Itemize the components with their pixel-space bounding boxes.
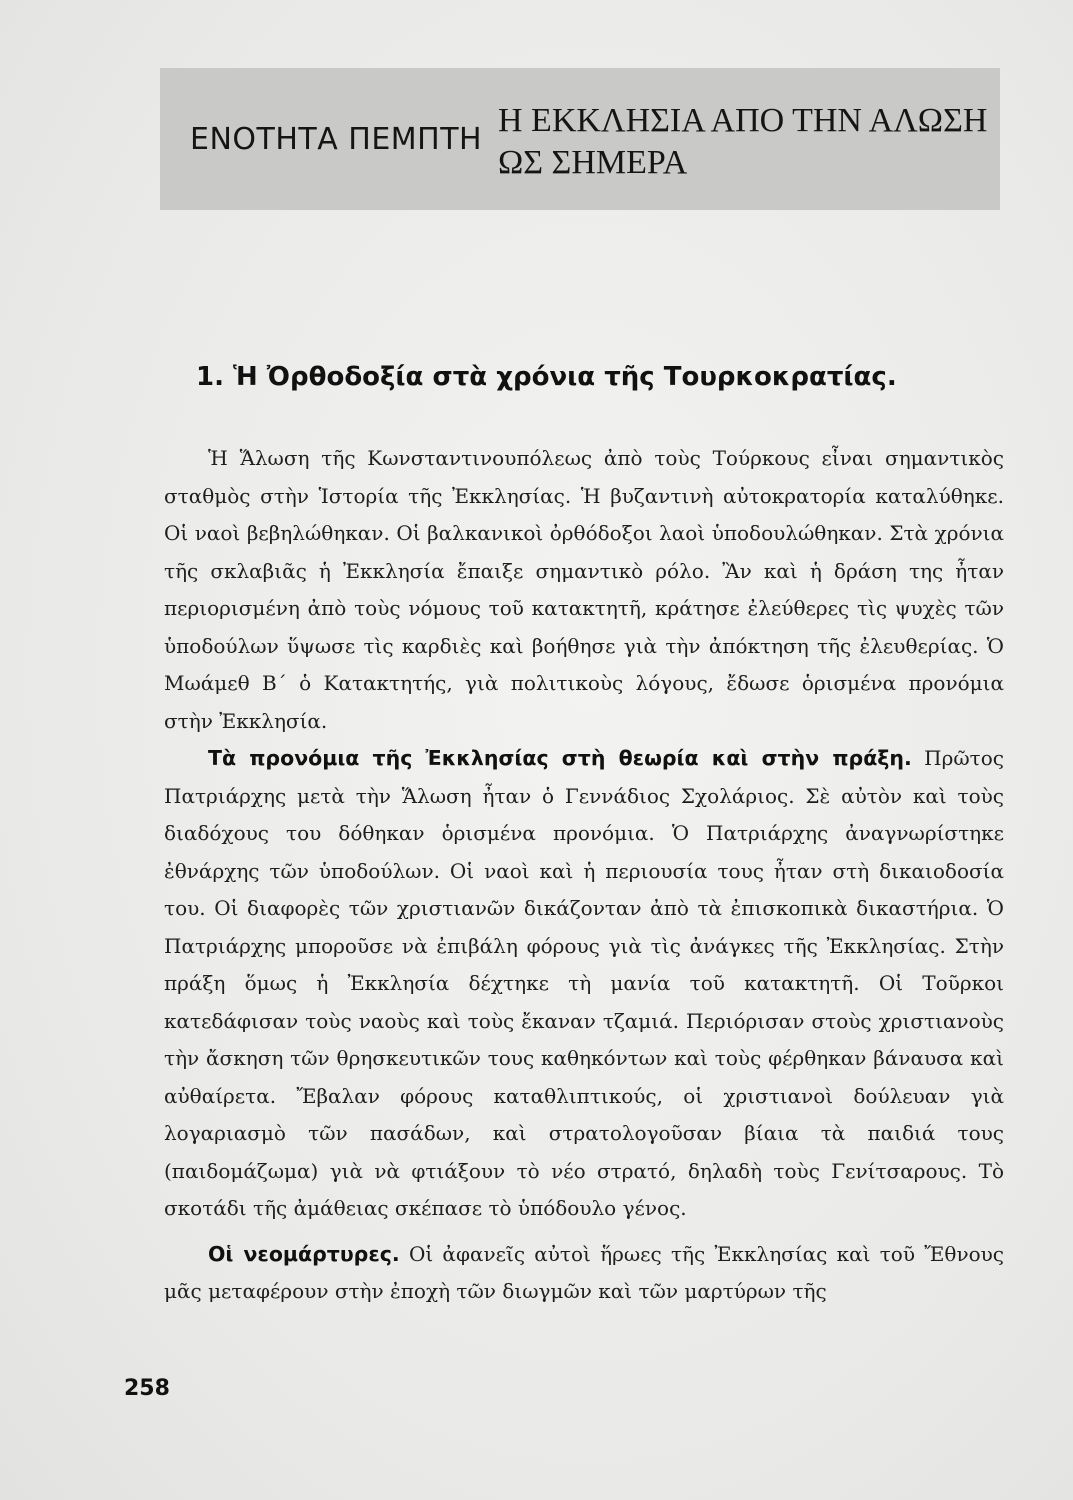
paragraph-2 <box>164 740 1004 1228</box>
body-text <box>164 440 1004 1311</box>
chapter-title-line-2: ΩΣ ΣΗΜΕΡΑ <box>498 144 688 181</box>
paragraph-3-text: Οἱ ἀφανεῖς αὐτοὶ ἥρωες τῆς Ἐκκλησίας καὶ τοῦ Ἔθνους μᾶς μεταφέρουν στὴν ἐποχὴ τῶν διωγμῶν καὶ τῶν μαρτύρων τῆς <box>164 1241 1004 1303</box>
chapter-title <box>498 100 987 184</box>
paragraph-1: Ἡ Ἅλωση τῆς Κωνσταντινουπόλεως ἀπὸ τοὺς Τούρκους εἶναι σημαντικὸς σταθμὸς στὴν Ἱστορία τῆς Ἐκκλησίας. Ἡ βυζαντινὴ αὐτοκρατορία καταλύθηκε. Οἱ ναοὶ βεβηλώθηκαν. Οἱ βαλκανικοὶ ὀρθόδοξοι λαοὶ ὑποδουλώθηκαν. Στὰ χρόνια τῆς σκλαβιᾶς ἡ Ἐκκλησία ἔπαιξε σημαντικὸ ρόλο. Ἂν καὶ ἡ δράση της ἦταν περιορισμένη ἀπὸ τοὺς νόμους τοῦ κατακτητῆ, κράτησε ἐλεύθερες τὶς ψυχὲς τῶν ὑποδούλων ὕψωσε τὶς καρδιὲς καὶ βοήθησε γιὰ τὴν ἀπόκτηση τῆς ἐλευθερίας. Ὁ Μωάμεθ Β΄ ὁ Κατακτητής, γιὰ πολιτικοὺς λόγους, ἔδωσε ὁρισμένα προνόμια στὴν Ἐκκλησία. <box>164 446 1004 733</box>
page-number: 258 <box>124 1376 170 1401</box>
paragraph-2-text: Πρῶτος Πατριάρχης μετὰ τὴν Ἅλωση ἦταν ὁ Γεννάδιος Σχολάριος. Σὲ αὐτὸν καὶ τοὺς διαδόχους του δόθηκαν ὁρισμένα προνόμια. Ὁ Πατριάρχης ἀναγνωρίστηκε ἐθνάρχης τῶν ὑποδούλων. Οἱ ναοὶ καὶ ἡ περιουσία τους ἦταν στὴ δικαιοδοσία του. Οἱ διαφορὲς τῶν χριστιανῶν δικάζονταν ἀπὸ τὰ ἐπισκοπικὰ δικαστήρια. Ὁ Πατριάρχης μποροῦσε νὰ ἐπιβάλη φόρους γιὰ τὶς ἀνάγκες τῆς Ἐκκλησίας. Στὴν πράξη ὅμως ἡ Ἐκκλησία δέχτηκε τὴ μανία τοῦ κατακτητῆ. Οἱ Τοῦρκοι κατεδάφισαν τοὺς ναοὺς καὶ τοὺς ἔκαναν τζαμιά. Περιόρισαν στοὺς χριστιανοὺς τὴν ἄσκηση τῶν θρησκευτικῶν τους καθηκόντων καὶ τοὺς φέρθηκαν βάναυσα καὶ αὐθαίρετα. Ἔβαλαν φόρους καταθλιπτικούς, οἱ χριστιανοὶ δούλευαν γιὰ λογαριασμὸ τῶν πασάδων, καὶ στρατολογοῦσαν βίαια τὰ παιδιά τους (παιδομάζωμα) γιὰ νὰ φτιάξουν τὸ νέο στρατό, δηλαδὴ τοὺς Γενίτσαρους. Τὸ σκοτάδι τῆς ἀμάθειας σκέπασε τὸ ὑπόδουλο γένος. <box>164 746 1004 1220</box>
unit-label: ΕΝΟΤΗΤΑ ΠΕΜΠΤΗ <box>190 122 483 157</box>
paragraph-2-subheading: Τὰ προνόμια τῆς Ἐκκλησίας στὴ θεωρία καὶ στὴν πράξη. <box>208 746 912 770</box>
paragraph-3 <box>164 1236 1004 1311</box>
chapter-title-line-1: Η ΕΚΚΛΗΣΙΑ ΑΠΟ ΤΗΝ ΑΛΩΣΗ <box>498 102 988 139</box>
paragraph-3-subheading: Οἱ νεομάρτυρες. <box>208 1241 400 1266</box>
section-heading: 1. Ἡ Ὀρθοδοξία στὰ χρόνια τῆς Τουρκοκρατίας. <box>196 362 897 392</box>
